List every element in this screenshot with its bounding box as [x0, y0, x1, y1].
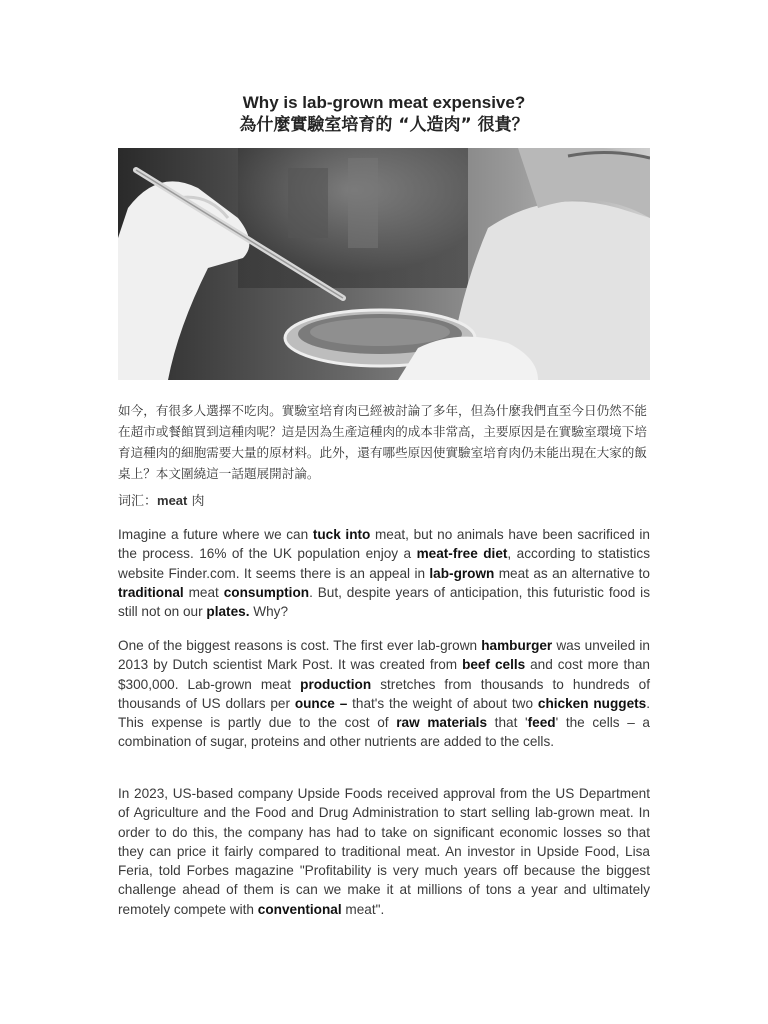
vocabulary-line: [118, 490, 205, 513]
article-title-chinese: 為什麼實驗室培育的 “人造肉” 很貴？: [239, 115, 529, 135]
paragraph-1: Imagine a future where we can tuck into meat, but no animals have been sacrificed in the process. 16% of the UK population enjoy a meat-free diet, according to statistics website Finder.com. It seems there is an appeal in lab-grown meat as an alternative to traditional meat consumption. But, despite years of anticipation, this futuristic food is still not on our plates. Why?: [118, 527, 650, 620]
vocabulary-label: 词汇：: [118, 494, 158, 509]
paragraph-2: One of the biggest reasons is cost. The first ever lab-grown hamburger was unveiled in 2013 by Dutch scientist Mark Post. It was created from beef cells and cost more than $300,000. Lab-grown meat production stretches from thousands to hundreds of thousands of US dollars per ounce – that's the weight of about two chicken nuggets. This expense is partly due to the cost of raw materials that 'feed' the cells – a combination of sugar, proteins and other nutrients are added to the cells.: [118, 638, 651, 750]
chinese-introduction: 如今，有很多人選擇不吃肉。實驗室培育肉已經被討論了多年，但為什麼我們直至今日仍然不能在超市或餐館買到這種肉呢？這是因為生產這種肉的成本非常高，主要原因是在實驗室環境下培育這種肉的細胞需要大量的原材料。此外，還有哪些原因使實驗室培育肉仍未能出現在大家的飯桌上？本文圍繞這一話題展開討論。: [118, 403, 647, 481]
vocabulary-translation: 肉: [191, 494, 205, 509]
vocabulary-word: meat: [157, 493, 188, 508]
paragraph-3: In 2023, US-based company Upside Foods received approval from the US Department of Agriculture and the Food and Drug Administration to start selling lab-grown meat. In order to do this, the company has had to take on significant economic losses so that they can price it fairly compared to traditional meat. An investor in Upside Food, Lisa Feria, told Forbes magazine "Profitability is very much years off because the biggest challenge ahead of them is can we make it at millions of tons a year and ultimately remotely compete with conventional meat".: [118, 786, 650, 917]
article-title-english: Why is lab-grown meat expensive?: [242, 93, 526, 112]
scientist-pipette-petri-dish-photo: [118, 148, 650, 380]
